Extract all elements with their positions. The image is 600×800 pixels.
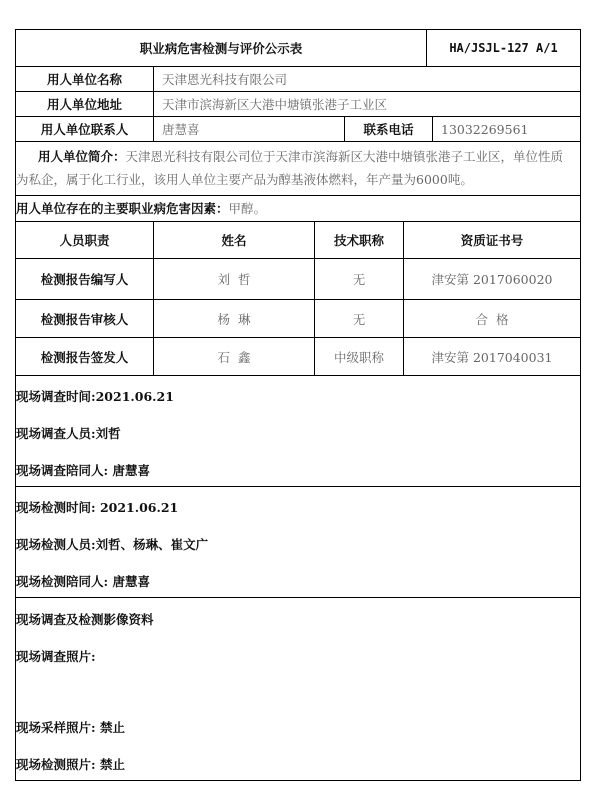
staff-title: 无 xyxy=(314,300,403,337)
col-header-name: 姓名 xyxy=(153,222,314,258)
contact-person-label: 用人单位联系人 xyxy=(40,122,129,137)
employer-name-value: 天津恩光科技有限公司 xyxy=(153,67,580,91)
staff-cert: 津安第 2017060020 xyxy=(403,259,580,299)
phone-value: 13032269561 xyxy=(432,117,580,141)
staff-name: 石 鑫 xyxy=(153,338,314,375)
col-header-cert: 资质证书号 xyxy=(403,222,580,258)
table-row xyxy=(16,338,580,376)
survey-escort: 现场调查陪同人: 唐慧喜 xyxy=(16,463,150,478)
employer-name-label: 用人单位名称 xyxy=(46,72,122,87)
disclosure-form xyxy=(15,29,581,781)
staff-title: 中级职称 xyxy=(314,338,403,375)
hazard-factors xyxy=(16,197,574,220)
survey-staff: 现场调查人员:刘哲 xyxy=(16,426,121,441)
employer-address-label: 用人单位地址 xyxy=(46,97,122,112)
survey-time: 现场调查时间:2021.06.21 xyxy=(16,389,174,404)
images-section xyxy=(16,598,580,780)
employer-contact-row xyxy=(16,117,580,142)
employer-intro-row xyxy=(16,142,580,196)
staff-role: 检测报告审核人 xyxy=(40,311,129,327)
survey-section xyxy=(16,376,580,487)
table-row xyxy=(16,259,580,300)
employer-intro xyxy=(16,145,574,191)
col-header-title: 技术职称 xyxy=(314,222,403,258)
hazard-row xyxy=(16,196,580,222)
staff-name: 刘 哲 xyxy=(153,259,314,299)
form-title: 职业病危害检测与评价公示表 xyxy=(139,41,303,56)
table-row xyxy=(16,300,580,338)
survey-photos-label: 现场调查照片: xyxy=(16,649,96,664)
testing-escort: 现场检测陪同人: 唐慧喜 xyxy=(16,574,150,589)
testing-photos-label: 现场检测照片: 禁止 xyxy=(16,757,125,772)
hazard-label: 用人单位存在的主要职业病危害因素： xyxy=(16,201,229,216)
staff-cert: 津安第 2017040031 xyxy=(403,338,580,375)
intro-label: 用人单位简介： xyxy=(38,149,126,164)
staff-table-header xyxy=(16,222,580,259)
sampling-photos-label: 现场采样照片: 禁止 xyxy=(16,720,125,735)
header-row xyxy=(16,30,580,67)
staff-role: 检测报告编写人 xyxy=(40,272,129,287)
phone-label: 联系电话 xyxy=(344,117,432,141)
hazard-value: 甲醇。 xyxy=(228,201,267,216)
staff-cert: 合 格 xyxy=(403,300,580,337)
testing-staff: 现场检测人员:刘哲、杨琳、崔文广 xyxy=(16,537,209,552)
staff-title: 无 xyxy=(314,259,403,299)
intro-text: 天津恩光科技有限公司位于天津市滨海新区大港中塘镇张港子工业区，单位性质为私企，属于化工行业，该用人单位主要产品为醇基液体燃料，年产量为6000吨。 xyxy=(16,149,564,187)
form-code: HA/JSJL-127 A/1 xyxy=(426,30,580,66)
contact-person-value: 唐慧喜 xyxy=(153,117,344,141)
staff-role: 检测报告签发人 xyxy=(40,349,129,365)
staff-name: 杨 琳 xyxy=(153,300,314,337)
employer-address-row xyxy=(16,92,580,117)
testing-section xyxy=(16,487,580,598)
employer-name-row xyxy=(16,67,580,92)
images-heading: 现场调查及检测影像资料 xyxy=(16,612,154,627)
col-header-role: 人员职责 xyxy=(59,233,110,248)
employer-address-value: 天津市滨海新区大港中塘镇张港子工业区 xyxy=(153,92,580,116)
testing-time: 现场检测时间: 2021.06.21 xyxy=(16,500,179,515)
